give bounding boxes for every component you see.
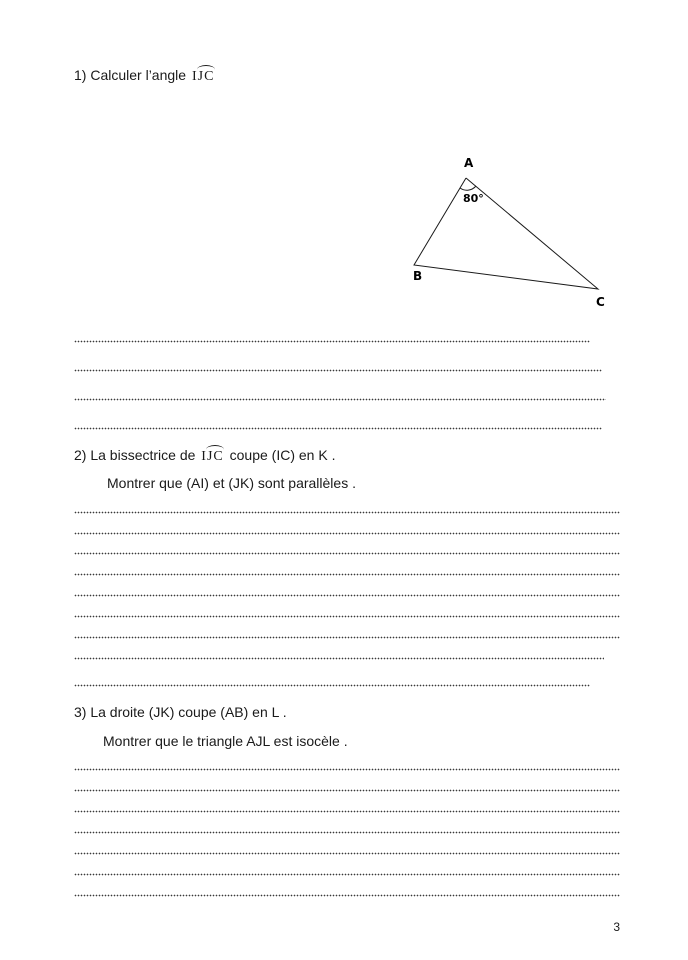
triangle-abc [414,178,598,289]
answer-line [74,894,620,897]
answer-line [74,532,620,535]
angle-a-value: 80° [463,192,484,205]
vertex-label-a: A [464,156,474,170]
answer-line [74,810,620,813]
answer-line [74,552,620,555]
vertex-label-b: B [413,269,423,283]
answer-line [74,615,620,618]
answer-line [74,398,606,401]
angle-ijc-notation: IJC [201,448,223,466]
question-3-instruction: Montrer que le triangle AJL est isocèle . [103,733,348,749]
answer-line [74,594,620,597]
question-2-text-end: coupe (IC) en K . [229,447,336,463]
answer-line [74,768,620,771]
answer-line [74,873,620,876]
question-1 [74,66,216,86]
question-2 [74,446,335,466]
answer-line [74,340,590,343]
question-2-text: 2) La bissectrice de [74,447,196,463]
angle-a-arc [460,186,476,190]
triangle-figure [400,148,620,318]
page-number: 3 [613,920,620,934]
answer-line [74,852,620,855]
answer-line [74,789,620,792]
angle-ijc-notation: IJC [192,68,214,86]
answer-line [74,573,620,576]
vertex-label-c: C [596,295,605,309]
answer-line [74,369,602,372]
answer-line [74,427,602,430]
question-1-text: 1) Calculer l’angle [74,67,187,83]
answer-line [74,511,620,514]
answer-line [74,684,590,687]
answer-line [74,636,620,639]
question-2-instruction: Montrer que (AI) et (JK) sont parallèles . [107,475,356,491]
answer-line [74,831,620,834]
question-3-title: 3) La droite (JK) coupe (AB) en L . [74,704,287,720]
answer-line [74,657,604,660]
